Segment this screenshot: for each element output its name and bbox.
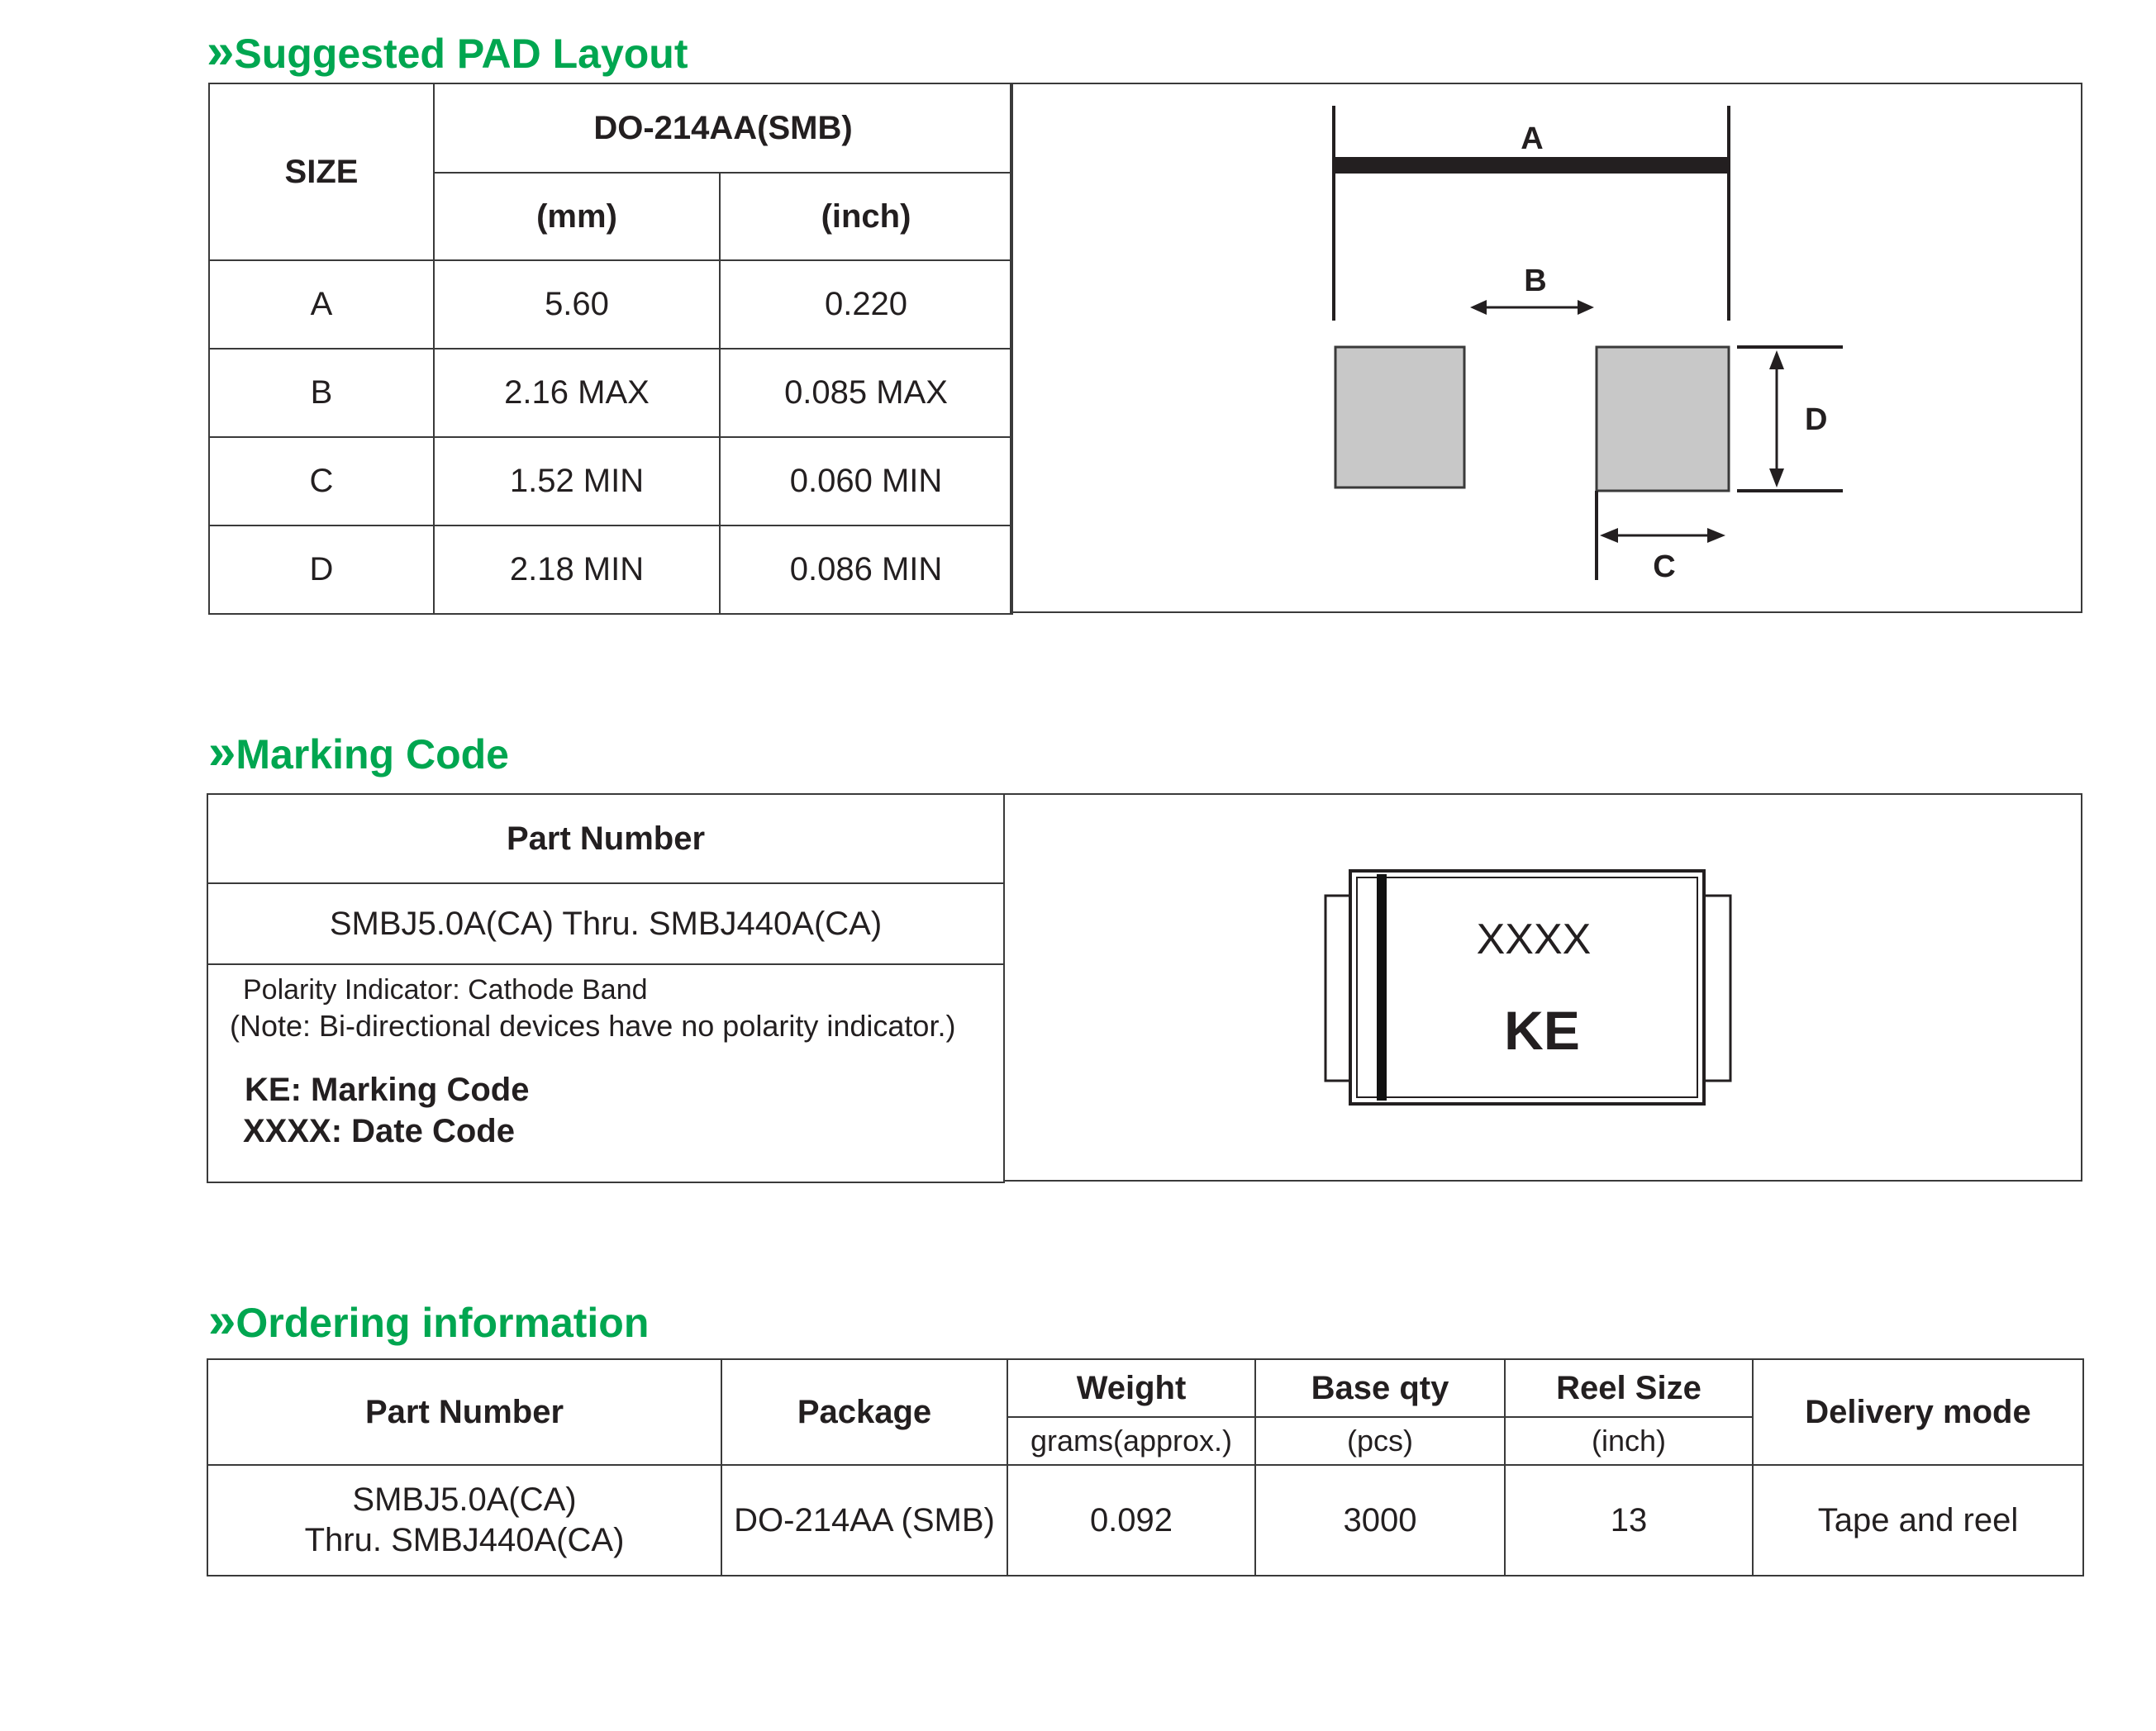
base-qty-unit: (pcs) (1255, 1417, 1505, 1465)
mm-header: (mm) (434, 173, 720, 260)
base-qty-cell: 3000 (1255, 1465, 1505, 1576)
inch-cell: 0.085 MAX (720, 349, 1012, 437)
part-line-2: Thru. SMBJ440A(CA) (304, 1522, 625, 1558)
bidirectional-note: (Note: Bi-directional devices have no polarity indicator.) (230, 1009, 956, 1043)
pad-layout-heading-text: Suggested PAD Layout (234, 31, 688, 77)
dim-label-d: D (1805, 402, 1828, 437)
dim-label-c: C (1653, 549, 1676, 584)
reel-size-unit: (inch) (1505, 1417, 1753, 1465)
inch-cell: 0.086 MIN (720, 525, 1012, 614)
part-line-1: SMBJ5.0A(CA) (352, 1481, 577, 1518)
table-row (209, 349, 1012, 437)
part-number-col-header: Part Number (207, 1359, 721, 1465)
pad-layout-table (208, 83, 1013, 615)
dim-label-b: B (1524, 264, 1547, 298)
dim-label-a: A (1521, 121, 1544, 156)
legend-ke: KE: Marking Code (245, 1072, 530, 1108)
section-heading-ordering: »Ordering information (208, 1292, 650, 1348)
part-number-cell (207, 1465, 721, 1576)
legend-xxxx: XXXX: Date Code (243, 1113, 515, 1149)
marking-code-table (207, 793, 1005, 1183)
size-header: SIZE (209, 83, 434, 260)
table-row (209, 437, 1012, 525)
section-heading-marking-code: »Marking Code (208, 724, 509, 779)
marking-notes-cell (207, 964, 1004, 1182)
date-code-text: XXXX (1476, 915, 1592, 963)
base-qty-col-header: Base qty (1255, 1359, 1505, 1417)
pad-right (1597, 347, 1729, 491)
polarity-note: Polarity Indicator: Cathode Band (243, 974, 648, 1006)
smb-package-diagram (1005, 795, 2084, 1183)
inch-header: (inch) (720, 173, 1012, 260)
lead-right (1702, 896, 1730, 1081)
marking-text: KE (1504, 1000, 1580, 1061)
ordering-table (207, 1358, 2084, 1576)
mm-cell: 1.52 MIN (434, 437, 720, 525)
table-row (207, 1465, 2083, 1576)
package-col-header: Package (721, 1359, 1007, 1465)
package-header: DO-214AA(SMB) (434, 83, 1012, 173)
weight-cell: 0.092 (1007, 1465, 1255, 1576)
size-cell: B (209, 349, 434, 437)
table-row (209, 260, 1012, 349)
reel-size-col-header: Reel Size (1505, 1359, 1753, 1417)
size-cell: D (209, 525, 434, 614)
pad-layout-diagram (1011, 84, 2084, 615)
inch-cell: 0.220 (720, 260, 1012, 349)
mm-cell: 5.60 (434, 260, 720, 349)
mm-cell: 2.18 MIN (434, 525, 720, 614)
section-heading-pad-layout: »Suggested PAD Layout (207, 23, 688, 78)
cathode-band (1377, 874, 1387, 1101)
part-range-cell: SMBJ5.0A(CA) Thru. SMBJ440A(CA) (207, 883, 1004, 964)
ordering-heading-text: Ordering information (236, 1300, 650, 1346)
package-body (1350, 871, 1704, 1104)
size-cell: A (209, 260, 434, 349)
inch-cell: 0.060 MIN (720, 437, 1012, 525)
delivery-mode-col-header: Delivery mode (1753, 1359, 2083, 1465)
reel-size-cell: 13 (1505, 1465, 1753, 1576)
weight-col-header: Weight (1007, 1359, 1255, 1417)
delivery-mode-cell: Tape and reel (1753, 1465, 2083, 1576)
marking-figure (1003, 793, 2082, 1182)
pad-layout-figure (1010, 83, 2082, 613)
package-cell: DO-214AA (SMB) (721, 1465, 1007, 1576)
marking-code-heading-text: Marking Code (236, 731, 509, 778)
table-row (209, 525, 1012, 614)
size-cell: C (209, 437, 434, 525)
part-number-header: Part Number (207, 794, 1004, 883)
weight-unit: grams(approx.) (1007, 1417, 1255, 1465)
mm-cell: 2.16 MAX (434, 349, 720, 437)
pad-left (1335, 347, 1464, 487)
